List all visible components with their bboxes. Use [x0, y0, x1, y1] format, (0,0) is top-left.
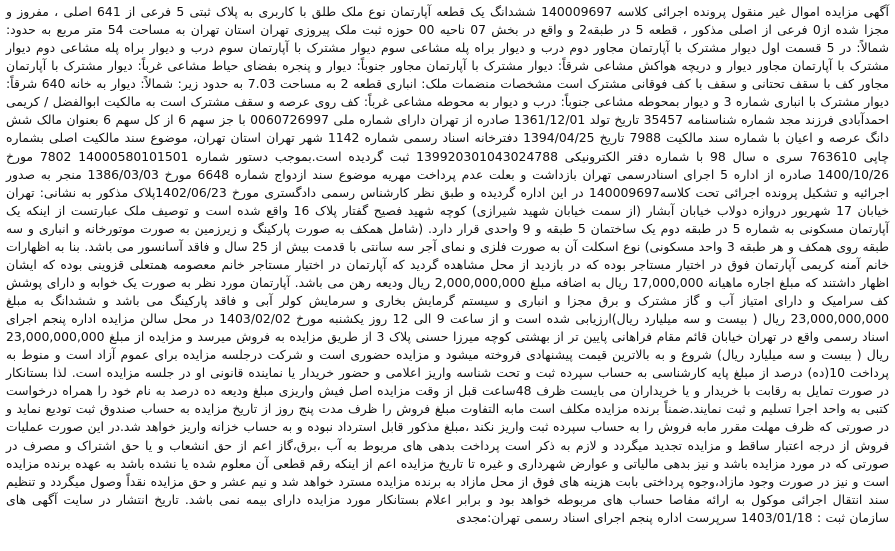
notice-body-text: آگهی مزایده اموال غیر منقول پرونده اجرائی کلاسه 140009697 ششدانگ یک قطعه آپارتمان نوع ملک طلق با کاربری به پلاک ثبتی 5 فرعی از 641 اصلی ، مفروز و مجزا شده از0 فرعی از اصلی مذکور ، قطعه 5 در طبقه2 و واقع در بخش 07 ناحیه 00 حوزه ثبت ملک پیروزی تهران استان تهران به مساحت 54 متر مربع به حدود: شمالاً: در 5 قسمت اول دیوار مشترک با آپارتمان مجاور دوم درب و دیوار براه پله مشاعی سوم دیوار مشترک با آپارتمان سوم درب و دیوار براه پله مشاعی دوم دیوار مشترک با آپارتمان مجاور دیوار و دریچه هواکش مشاعی شرقاً: دیوار مشترک با آپارتمان مجاور جنوباً: دیوار و پنجره بفضای حیاط مشاعی غرباً: دیوار مشترک با آپارتمان مجاور کف با سقف تحتانی و سقف با کف فوقانی مشترک است مشخصات منضمات ملک: انباری قطعه 2 به مساحت 7.03 به حدود زیر: شمالاً: دیوار به خانه 640 شرقاً: دیوار مشترک با انباری شماره 3 و دیوار بمحوطه مشاعی جنوباً: درب و دیوار به محوطه مشاعی غرباً: کف روی عرصه و سقف مشترک است به مالکیت ابوالفضل / کریمی احمدآبادی فرزند مجد شماره شناسنامه 35457 تاریخ تولد 1361/12/01 صادره از تهران دارای شماره ملی 0060726997 با جز سهم 6 از کل سهم 6 بعنوان مالک شش دانگ عرصه و اعیان با شماره سند مالکیت 7988 تاریخ 1394/04/25 دفترخانه اسناد رسمی شماره 1142 شهر تهران استان تهران، موضوع سند مالکیت اصلی بشماره چاپی 763610 سری ه سال 98 با شماره دفتر الکترونیکی 139920301043024788 ثبت گردیده است.بموجب دستور شماره 14000580101501 7802 مورخ 1400/10/26 صادره از اداره 5 اجرای اسنادرسمی تهران بازداشت و بعلت عدم پرداخت مهریه موضوع سند ازدواج شماره 6648 مورخ 1386/03/03 منجر به صدور اجرائیه و تشکیل پرونده اجرائی تحت کلاسه140009697 در این اداره گردیده و طبق نظر کارشناس رسمی دادگستری مورخ 1402/06/23پلاک مذکور به نشانی: تهران خیابان 17 شهریور دروازه دولاب خیابان آبشار (از سمت خیابان شهید شیرازی) کوچه شهید فصیح گفتار پلاک 16 واقع شده است و توصیف ملک عبارتست از اینکه یک آپارتمان مسکونی به شماره 5 در طبقه دوم یک ساختمان 5 طبقه و 9 واحدی قرار دارد. (شامل همکف به صورت پارکینگ و زیرزمین به صورت موتورخانه و انباری و سه طبقه روی همکف و هر طبقه 3 واحد مسکونی) نوع اسکلت آن به صورت فلزی و نمای آجر سه سانتی با قدمت بیش از 25 سال و فاقد آسانسور می باشد. بنا به اظهارات خانم آمنه کریمی آپارتمان فوق در اختیار مستاجر بوده که در بازدید از محل مشاهده گردید که آپارتمان در اختیار مستاجر خانم معصومه همتعلی قزوینی بوده که ایشان اظهار داشتند که مبلغ اجاره ماهیانه 17,000,000 ریال به اضافه مبلغ 2,000,000,000 ریال ودیعه رهن می باشد. آپارتمان مورد نظر به صورت یک خوابه و دارای پوشش کف سرامیک و دارای امتیاز آب و گاز مشترک و برق مجزا و انباری و سیستم گرمایش بخاری و سرمایش کولر آبی و فاقد پارکینگ می باشد و ششدانگ به مبلغ 23,000,000,000 ریال ( بیست و سه میلیارد ریال)ارزیابی شده است و از ساعت 9 الی 12 روز یکشنبه مورخ 1403/02/02 در محل سالن مزایده اداره پنجم اجرای اسناد رسمی واقع در تهران خیابان قائم مقام فراهانی پایین تر از بهشتی کوچه میرزا حسنی پلاک 3 از طریق مزایده به فروش میرسد و مزایده از مبلغ 23,000,000,000 ریال ( بیست و سه میلیارد ریال) شروع و به بالاترین قیمت پیشنهادی فروخته میشود و مزایده حضوری است و شرکت درجلسه مزایده برای عموم آزاد است و منوط به پرداخت 10(ده) درصد از مبلغ پایه کارشناسی به حساب سپرده ثبت و تحت شناسه واریز اعلامی و حضور خریدار یا نماینده قانونی او در جلسه مزایده است. لذا بستانکار در صورت تمایل به رقابت با خریدار و یا خریداران می بایست ظرف 48ساعت قبل از وقت مزایده اصل فیش واریزی مبلغ ودیعه ده درصد به نام خود را همراه درخواست کتبی به واحد اجرا تسلیم و ثبت نمایند.ضمناً برنده مزایده مکلف است مابه التفاوت مبلغ فروش را ظرف مدت پنج روز از تاریخ مزایده به حساب صندوق ثبت تودیع نماید و در صورتی که ظرف مهلت مقرر مابه فروش را به حساب سپرده ثبت واریز نکند ،مبلغ مذکور قابل استرداد نبوده و به حساب خزانه واریز خواهد شد.در این صورت عملیات فروش از درجه اعتبار ساقط و مزایده تجدید میگردد و لازم به ذکر است پرداخت بدهی های مربوط به آب ،برق،گاز اعم از حق انشعاب و یا حق اشتراک و مصرف در صورتی که در مورد مزایده باشد و نیز بدهی مالیاتی و عوارض شهرداری و غیره تا تاریخ مزایده اعم از اینکه رقم قطعی آن معلوم شده یا نشده باشد به عهده برنده مزایده است و نیز در صورت وجود مازاد،وجوه پرداختی بابت هزینه های فوق از محل مازاد به برنده مزایده مسترد خواهد شد و نیم عشر و حق مزایده نقداً وصول میگردد و تنظیم سند انتقال اجرائی موکول به ارائه مفاصا حساب های مربوطه خواهد بود و برابر اعلام بستانکار مورد مزایده دارای بیمه نمی باشد. تاریخ انتشار در سایت آگهی های سازمان ثبت : 1403/01/18 سرپرست اداره پنجم اجرای اسناد رسمی تهران:مجدی — [6, 4, 890, 525]
